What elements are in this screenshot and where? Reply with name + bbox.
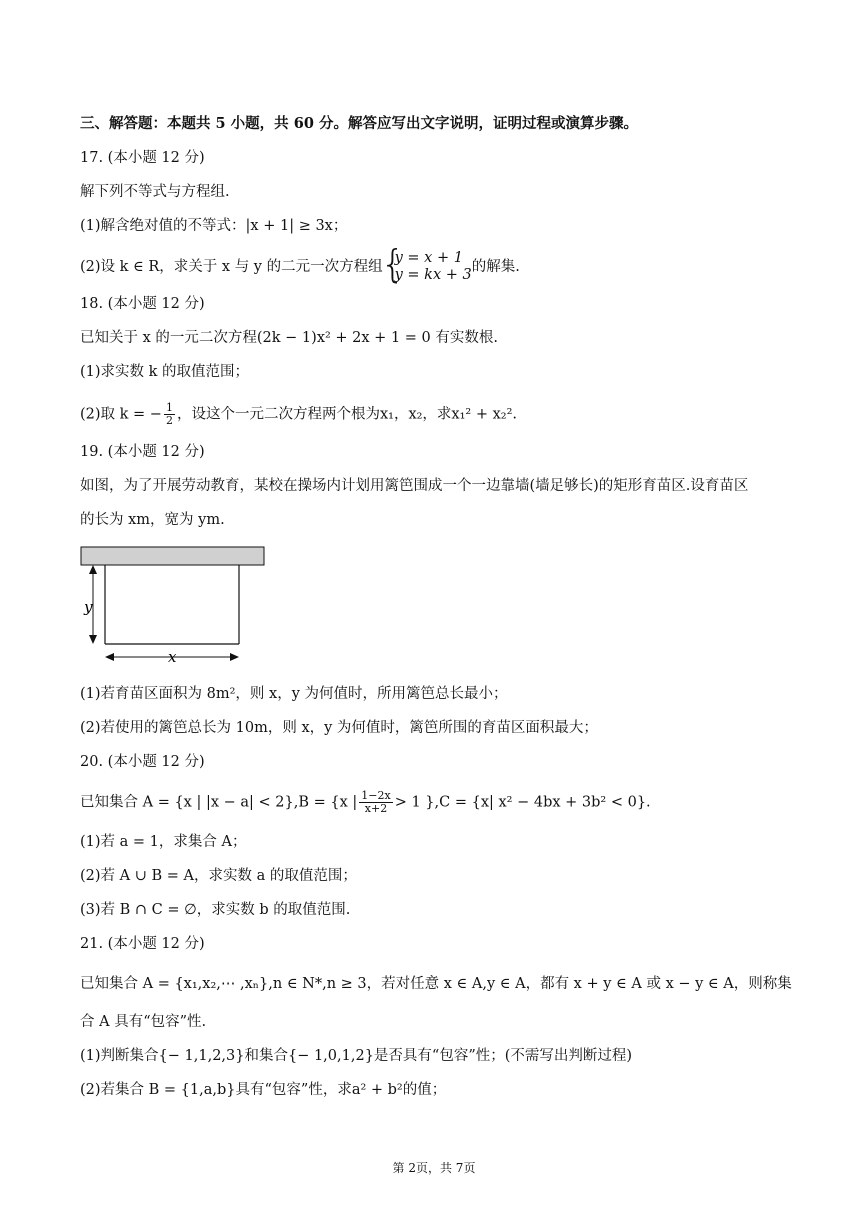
problem-19-q1: (1)若育苗区面积为 8m²，则 x，y 为何值时，所用篱笆总长最小； [80,686,508,702]
set-a-def: 已知集合 A = {x | |x − a| < 2},B = [80,794,331,811]
wall [81,547,264,565]
problem-17-q1: (1)解含绝对值的不等式：|x + 1| ≥ 3x； [80,218,348,234]
fraction-set-b: $\frac{1-2x}{x+2}$ [361,789,391,815]
y-label: y [84,598,93,616]
equation-1: y = x + 1 [394,250,463,266]
problem-17-q2 [80,242,520,286]
problem-18-q1: (1)求实数 k 的取值范围； [80,364,250,380]
problem-19-intro-1: 如图，为了开展劳动教育，某校在操场内计划用篱笆围成一个一边靠墙(墙足够长)的矩形育苗区.设育苗区 [80,478,749,494]
equation-system [380,242,472,286]
equation-2: y = kx + 3 [394,267,472,283]
problem-17-q2-pre: (2)设 k ∈ R，求关于 x 与 y 的二元一次方程组 [80,259,383,275]
problem-18-intro: 已知关于 x 的一元二次方程(2k − 1)x² + 2x + 1 = 0 有实数根. [80,330,498,346]
problem-20-q3: (3)若 B ∩ C = ∅，求实数 b 的取值范围. [80,902,351,918]
problem-20-intro [80,790,651,815]
problem-18-q2-post: ，设这个一元二次方程两个根为x₁，x₂，求x₁² + x₂². [176,406,518,423]
set-b-open: {x | [330,794,358,811]
problem-18-header: 18. (本小题 12 分) [80,296,205,312]
problem-18-q2 [80,402,517,427]
set-c-def: ,C = {x| x² − 4bx + 3b² < 0}. [434,794,651,811]
problem-19-header: 19. (本小题 12 分) [80,444,205,460]
fence-diagram [78,544,270,668]
y-arrow-head-top [89,565,97,574]
problem-17-q2-post: 的解集. [471,259,520,275]
problem-20-q2: (2)若 A ∪ B = A，求实数 a 的取值范围； [80,868,357,884]
problem-17-intro: 解下列不等式与方程组. [80,184,230,200]
problem-19-q2: (2)若使用的篱笆总长为 10m，则 x，y 为何值时，篱笆所围的育苗区面积最大； [80,720,598,736]
x-arrow-head-right [230,653,239,661]
problem-21-q1: (1)判断集合{− 1,1,2,3}和集合{− 1,0,1,2}是否具有“包容”性；(不需写出判断过程) [80,1048,633,1064]
problem-20-q1: (1)若 a = 1，求集合 A； [80,834,247,850]
problem-20-header: 20. (本小题 12 分) [80,754,205,770]
x-label: x [168,648,177,666]
section-heading: 三、解答题：本题共 5 小题，共 60 分。解答应写出文字说明，证明过程或演算步骤。 [80,115,638,132]
problem-21-intro-2: 合 A 具有“包容”性. [80,1014,207,1030]
x-arrow-head-left [105,653,114,661]
fraction-one-half: $\frac{1}{2}$ [165,401,173,427]
problem-18-q2-pre: (2)取 k = − [80,406,162,423]
problem-21-header: 21. (本小题 12 分) [80,936,205,952]
page-footer: 第 2页，共 7页 [392,1161,476,1175]
y-arrow-head-bottom [89,635,97,644]
brace-glyph: { [380,242,405,286]
problem-19-intro-2: 的长为 xm，宽为 ym. [80,512,225,528]
problem-21-intro-1: 已知集合 A = {x₁,x₂,⋯ ,xₙ},n ∈ N*,n ≥ 3，若对任意 x ∈ A,y ∈ A，都有 x + y ∈ A 或 x − y ∈ A，则称集 [80,976,792,992]
problem-21-q2: (2)若集合 B = {1,a,b}具有“包容”性，求a² + b²的值； [80,1082,447,1098]
set-b-close: > 1 } [394,794,435,811]
problem-17-header: 17. (本小题 12 分) [80,150,205,166]
